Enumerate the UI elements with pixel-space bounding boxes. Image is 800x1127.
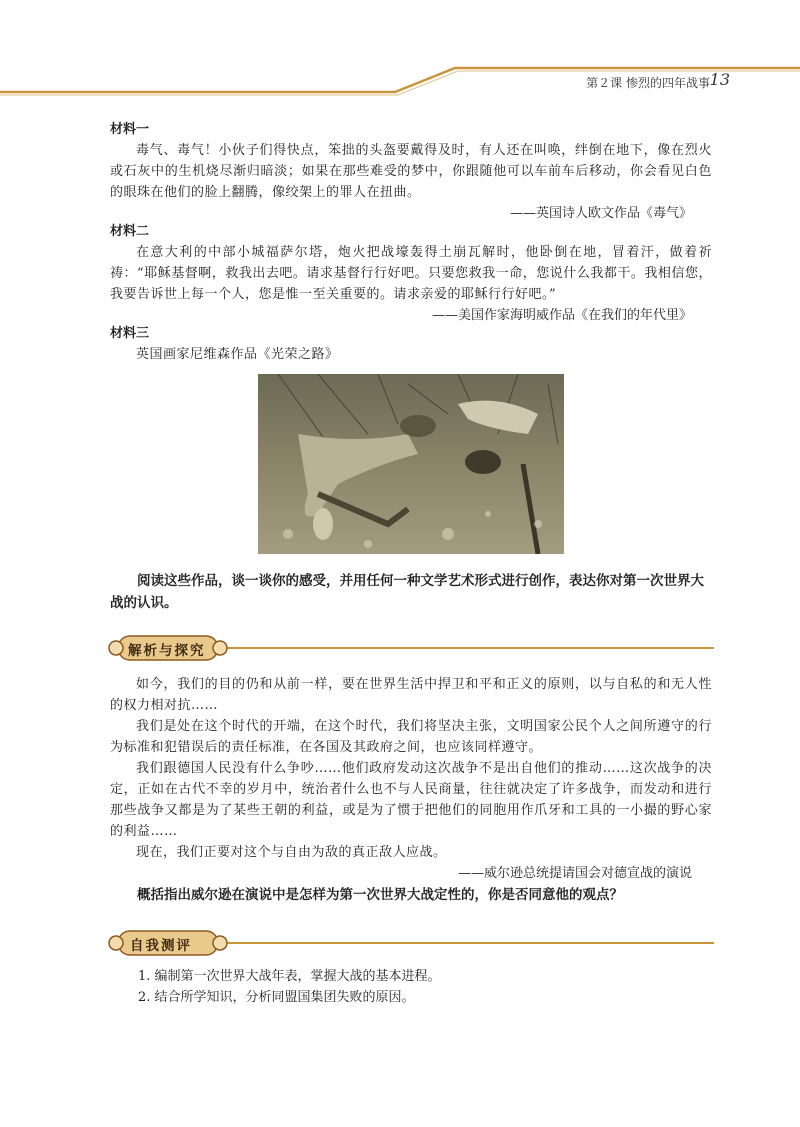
speech-paragraph: 我们是处在这个时代的开端，在这个时代，我们将坚决主张，文明国家公民个人之间所遵守的行为标准和犯错误后的责任标准，在各国及其政府之间，也应该同样遵守。 bbox=[110, 719, 712, 755]
material-3 bbox=[110, 324, 712, 365]
speech-source: ——威尔逊总统提请国会对德宣战的演说 bbox=[457, 866, 692, 881]
material-text: 毒气、毒气！小伙子们得快点，笨拙的头盔要戴得及时，有人还在叫唤，绊倒在地下，像在烈火或石灰中的生机烧尽渐归暗淡；如果在那些难受的梦中，你跟随他可以车前车后移动，你会看见白色的眼珠在他们的脸上翻腾，像绞架上的罪人在扭曲。 bbox=[110, 143, 712, 200]
material-source: ——美国作家海明威作品《在我们的年代里》 bbox=[431, 308, 692, 323]
painting-caption: 英国画家尼维森作品《光荣之路》 bbox=[136, 347, 339, 362]
material-title: 材料三 bbox=[110, 326, 150, 341]
material-source: ——英国诗人欧文作品《毒气》 bbox=[509, 206, 692, 221]
speech-paragraph: 如今，我们的目的仍和从前一样，要在世界生活中捍卫和平和正义的原则，以与自私的和无人性的权力相对抗…… bbox=[110, 677, 712, 713]
material-title: 材料一 bbox=[110, 122, 150, 137]
analysis-section-title: 解析与探究 bbox=[128, 643, 206, 659]
page-number: 13 bbox=[709, 70, 730, 89]
analysis-question: 概括指出威尔逊在演说中是怎样为第一次世界大战定性的，你是否同意他的观点？ bbox=[137, 887, 623, 903]
material-text: 在意大利的中部小城福萨尔塔，炮火把战壕轰得土崩瓦解时，他卧倒在地，冒着汗，做着祈祷：“耶稣基督啊，救我出去吧。请求基督行行好吧。只要您救我一命，您说什么我都干。我相信您，我要告诉世上每一个人，您是惟一至关重要的。请求亲爱的耶稣行行好吧。” bbox=[110, 245, 712, 302]
painting-image bbox=[258, 374, 564, 554]
material-1 bbox=[110, 120, 712, 224]
lesson-header: 第２课 惨烈的四年战事 bbox=[586, 76, 710, 90]
list-item: 2. 结合所学知识，分析同盟国集团失败的原因。 bbox=[138, 990, 415, 1005]
task-list bbox=[110, 966, 712, 1008]
material-2 bbox=[110, 222, 712, 326]
material-title: 材料二 bbox=[110, 224, 150, 239]
question-text: 阅读这些作品，谈一谈你的感受，并用任何一种文学艺术形式进行创作，表达你对第一次世界大战的认识。 bbox=[110, 573, 704, 611]
self-eval-section-title: 自我测评 bbox=[130, 938, 192, 954]
question-1 bbox=[110, 570, 712, 614]
analysis-content bbox=[110, 674, 712, 906]
speech-paragraph: 我们跟德国人民没有什么争吵……他们政府发动这次战争不是出自他们的推动……这次战争的决定，正如在古代不幸的岁月中，统治者什么也不与人民商量，往往就决定了许多战争，而发动和进行那些战争又都是为了某些王朝的利益，或是为了惯于把他们的同胞用作爪牙和工具的一小撮的野心家的利益…… bbox=[110, 761, 712, 839]
self-eval-section-bar bbox=[108, 928, 714, 958]
list-item: 1. 编制第一次世界大战年表，掌握大战的基本进程。 bbox=[138, 969, 441, 984]
self-eval-content bbox=[110, 966, 712, 1008]
speech-paragraph: 现在，我们正要对这个与自由为敌的真正敌人应战。 bbox=[136, 845, 447, 860]
